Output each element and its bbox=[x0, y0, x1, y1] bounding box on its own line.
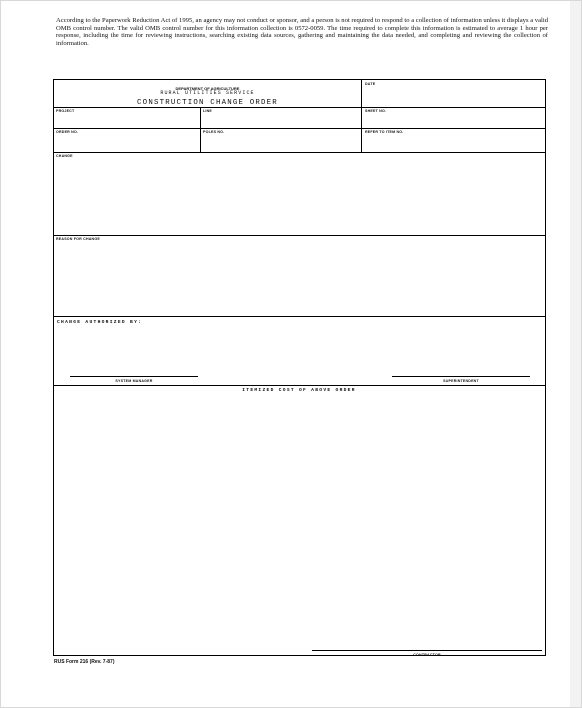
project-label: PROJECT bbox=[56, 109, 75, 113]
divider-row2 bbox=[54, 128, 545, 129]
refer-to-item-field[interactable] bbox=[363, 135, 543, 150]
department-label: DEPARTMENT OF AGRICULTURE bbox=[175, 86, 240, 91]
poles-no-label: POLES NO. bbox=[203, 130, 225, 134]
project-field[interactable] bbox=[55, 114, 199, 126]
order-no-field[interactable] bbox=[55, 135, 199, 150]
paperwork-notice: According to the Paperwork Reduction Act of 1995, an agency may not conduct or sponsor, and a person is not required to respond to a collection of information unless it displays a valid OMB control number. The valid OMB control number for this information collection is 0572-0059. The time required to complete this information is estimated to average 1 hour per response, including the time for reviewing instructions, searching existing data sources, gathering and maintaining the data needed, and completing and reviewing the collection of information. bbox=[56, 17, 548, 47]
header-divider bbox=[361, 80, 362, 107]
change-textarea[interactable] bbox=[55, 160, 543, 232]
itemized-cost-label: ITEMIZED COST OF ABOVE ORDER bbox=[242, 388, 356, 393]
date-label: DATE bbox=[365, 82, 376, 86]
divider-row1 bbox=[54, 107, 545, 108]
reason-label: REASON FOR CHANGE bbox=[56, 237, 100, 241]
divider-authorized bbox=[54, 385, 545, 386]
sheet-no-label: SHEET NO. bbox=[365, 109, 387, 113]
change-order-form bbox=[53, 79, 546, 656]
divider-change bbox=[54, 235, 545, 236]
change-label: CHANGE bbox=[56, 154, 73, 158]
date-field[interactable] bbox=[363, 87, 543, 105]
refer-to-item-label: REFER TO ITEM NO. bbox=[365, 130, 404, 134]
form-title: CONSTRUCTION CHANGE ORDER bbox=[137, 99, 278, 107]
reason-textarea[interactable] bbox=[55, 243, 543, 313]
line-field[interactable] bbox=[202, 114, 359, 126]
line-label: LINE bbox=[203, 109, 212, 113]
contractor-signature-line[interactable] bbox=[312, 650, 542, 651]
superintendent-signature-line[interactable] bbox=[392, 376, 530, 377]
page-margin-shade bbox=[570, 0, 582, 708]
system-manager-label: SYSTEM MANAGER bbox=[115, 379, 153, 383]
contractor-label: CONTRACTOR bbox=[413, 653, 441, 657]
row2-divider-b bbox=[361, 107, 362, 152]
superintendent-label: SUPERINTENDENT bbox=[443, 379, 479, 383]
system-manager-signature-line[interactable] bbox=[70, 376, 198, 377]
divider-reason bbox=[54, 316, 545, 317]
form-number: RUS Form 216 (Rev. 7-87) bbox=[54, 659, 115, 665]
poles-no-field[interactable] bbox=[202, 135, 359, 150]
divider-row3 bbox=[54, 152, 545, 153]
row2-divider-a bbox=[200, 107, 201, 152]
service-label: RURAL UTILITIES SERVICE bbox=[160, 90, 255, 96]
authorized-label: CHANGE AUTHORIZED BY: bbox=[57, 320, 143, 325]
order-no-label: ORDER NO. bbox=[56, 130, 79, 134]
sheet-no-field[interactable] bbox=[363, 114, 543, 126]
itemized-cost-area[interactable] bbox=[55, 396, 543, 646]
